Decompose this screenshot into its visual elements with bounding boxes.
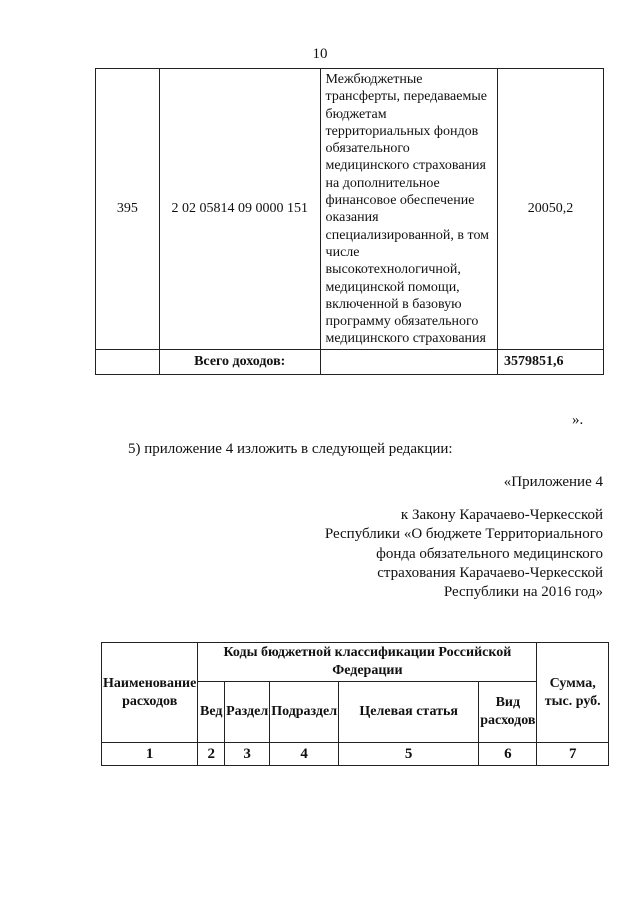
budget-code-cell: 2 02 05814 09 0000 151 bbox=[159, 69, 320, 350]
header-row bbox=[102, 643, 609, 682]
header-article: Целевая статья bbox=[339, 682, 479, 743]
header-podrazd: Подраздел bbox=[270, 682, 339, 743]
column-number: 5 bbox=[339, 743, 479, 766]
header-vid: Вид расходов bbox=[479, 682, 537, 743]
revenue-table bbox=[95, 68, 604, 375]
revenue-sum-cell: 20050,2 bbox=[498, 69, 604, 350]
empty-cell bbox=[96, 349, 160, 374]
column-number: 7 bbox=[537, 743, 609, 766]
total-label: Всего доходов: bbox=[159, 349, 320, 374]
total-row bbox=[96, 349, 604, 374]
row-number-cell: 395 bbox=[96, 69, 160, 350]
column-number: 1 bbox=[102, 743, 198, 766]
appendix-subtitle: к Закону Карачаево-Черкесской Республики «О бюджете Территориального фонда обязательного медицинского страхования Карачаево-Черкесской Республики на 2016 год» bbox=[324, 507, 603, 601]
column-number: 2 bbox=[198, 743, 225, 766]
page-number: 10 bbox=[312, 46, 328, 62]
instruction-text: 5) приложение 4 изложить в следующей редакции: bbox=[128, 441, 453, 457]
column-number: 6 bbox=[479, 743, 537, 766]
column-number: 3 bbox=[225, 743, 270, 766]
appendix-title: «Приложение 4 bbox=[503, 474, 603, 490]
header-sum: Сумма, тыс. руб. bbox=[537, 643, 609, 743]
table-row bbox=[96, 69, 604, 350]
column-number: 4 bbox=[270, 743, 339, 766]
header-razd: Раздел bbox=[225, 682, 270, 743]
header-ved: Вед bbox=[198, 682, 225, 743]
total-sum: 3579851,6 bbox=[498, 349, 604, 374]
expense-table bbox=[101, 642, 609, 766]
header-codes-group: Коды бюджетной классификации Российской Федерации bbox=[198, 643, 537, 682]
revenue-name-cell: Межбюджетные трансферты, передаваемые бюджетам территориальных фондов обязательного медицинского страхования на дополнительное финансовое обеспечение оказания специализированной, в том числе высокотехнологичной, медицинской помощи, включенной в базовую программу обязательного медицинского страхования bbox=[320, 69, 497, 350]
closing-quote-mark: ». bbox=[572, 412, 584, 428]
column-number-row bbox=[102, 743, 609, 766]
empty-cell bbox=[320, 349, 497, 374]
header-name: Наименование расходов bbox=[102, 643, 198, 743]
